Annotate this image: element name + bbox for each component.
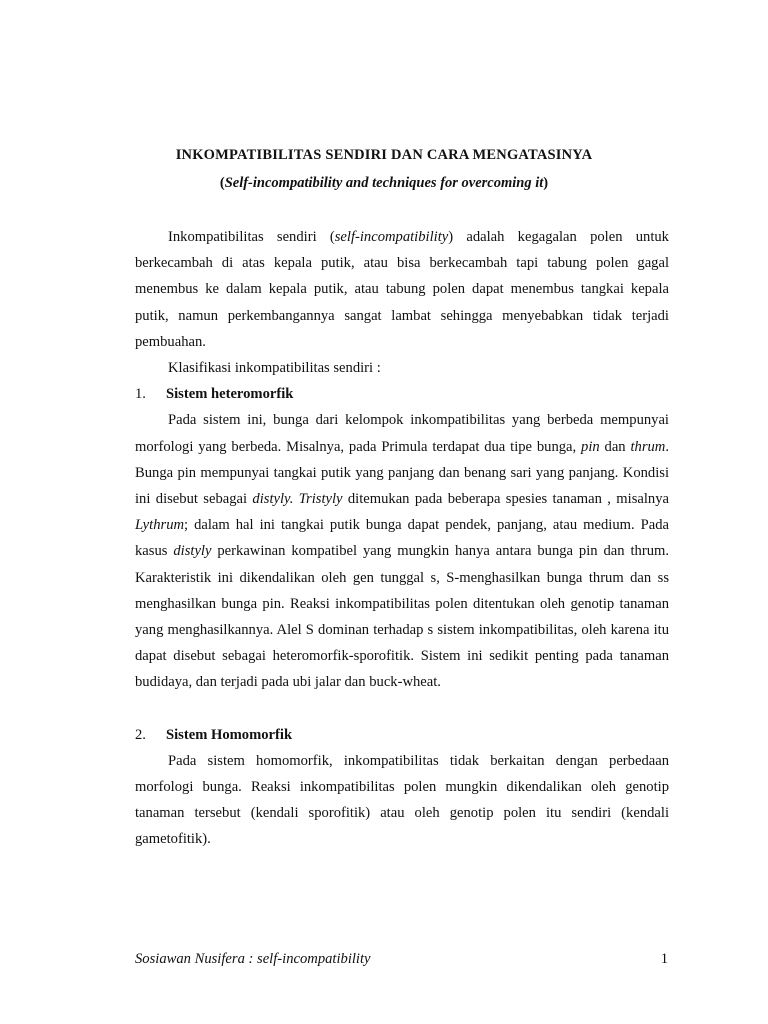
section-1-paragraph [135, 407, 669, 695]
section-2-heading-row [135, 722, 669, 748]
section-1-heading-row [135, 381, 669, 407]
section-2-paragraph: Pada sistem homomorfik, inkompatibilitas tidak berkaitan dengan perbedaan morfologi bunga. Reaksi inkompatibilitas polen mungkin dikendalikan oleh genotip tanaman tersebut (kendali sporofitik) atau oleh genotip polen itu sendiri (kendali gametofitik). [135, 752, 669, 848]
s1-text-5: ; dalam hal ini tangkai putik bunga dapat pendek, panjang, atau medium. Pada kasus [135, 517, 669, 560]
subtitle-open-paren: ( [219, 175, 225, 191]
intro-paragraph [135, 224, 669, 355]
section-1-number: 1. [135, 386, 146, 403]
intro-text-1: Inkompatibilitas sendiri ( [168, 229, 335, 245]
s1-text-6: perkawinan kompatibel yang mungkin hanya antara bunga pin dan thrum. Karakteristik ini dikendalikan oleh gen tunggal s, S-menghasilkan bunga thrum dan ss menghasilkan bunga pin. Reaksi inkompatibilitas polen ditentukan oleh genotip tanaman yang menghasilkannya. Alel S dominan terhadap s sistem inkompatibilitas, oleh karena itu dapat disebut sebagai heteromorfik-sporofitik. Sistem ini sedikit penting pada tanaman budidaya, dan terjadi pada ubi jalar dan buck-wheat. [135, 543, 669, 691]
s1-text-1: Pada sistem ini, bunga dari kelompok inkompatibilitas yang berbeda mempunyai morfologi yang berbeda. Misalnya, pada Primula terdapat dua tipe bunga, [135, 412, 669, 455]
section-2-number: 2. [135, 726, 146, 743]
s1-text-2: dan [599, 438, 631, 455]
section-2-heading: Sistem Homomorfik [166, 726, 293, 743]
s1-term-pin: pin [581, 438, 600, 455]
document-body [135, 224, 669, 853]
s1-term-thrum: thrum [630, 438, 666, 455]
section-1-heading: Sistem heteromorfik [166, 386, 294, 403]
s1-term-distyly: distyly [173, 543, 212, 560]
document-title: INKOMPATIBILITAS SENDIRI DAN CARA MENGATASINYA [175, 147, 593, 163]
subtitle-close-paren: ) [543, 175, 549, 191]
page-footer [135, 951, 668, 968]
subtitle-english: Self-incompatibility and techniques for overcoming it [224, 175, 544, 191]
spacer [135, 696, 669, 722]
footer-author: Sosiawan Nusifera : self-incompatibility [135, 951, 371, 967]
s1-text-4: ditemukan pada beberapa spesies tanaman , misalnya [342, 491, 669, 508]
intro-term: self-incompatibility [334, 229, 449, 245]
intro-text-2: ) adalah kegagalan polen untuk berkecambah di atas kepala putik, atau bisa berkecambah tapi tabung polen gagal menembus ke dalam kepala putik, atau tabung polen dapat menembus tangkai kepala putik, namun perkembangannya sangat lambat sehingga menyebabkan tidak terjadi pembuahan. [135, 229, 669, 350]
page-number: 1 [660, 951, 668, 967]
document-subtitle [0, 175, 768, 192]
s1-text-3: . Bunga pin mempunyai tangkai putik yang panjang dan benang sari yang panjang. Kondisi ini disebut sebagai [135, 438, 669, 508]
s1-term-lythrum: Lythrum [135, 517, 185, 534]
s1-term-distyly-tristyly: distyly. Tristyly [252, 491, 343, 508]
classification-label: Klasifikasi inkompatibilitas sendiri : [168, 360, 381, 377]
